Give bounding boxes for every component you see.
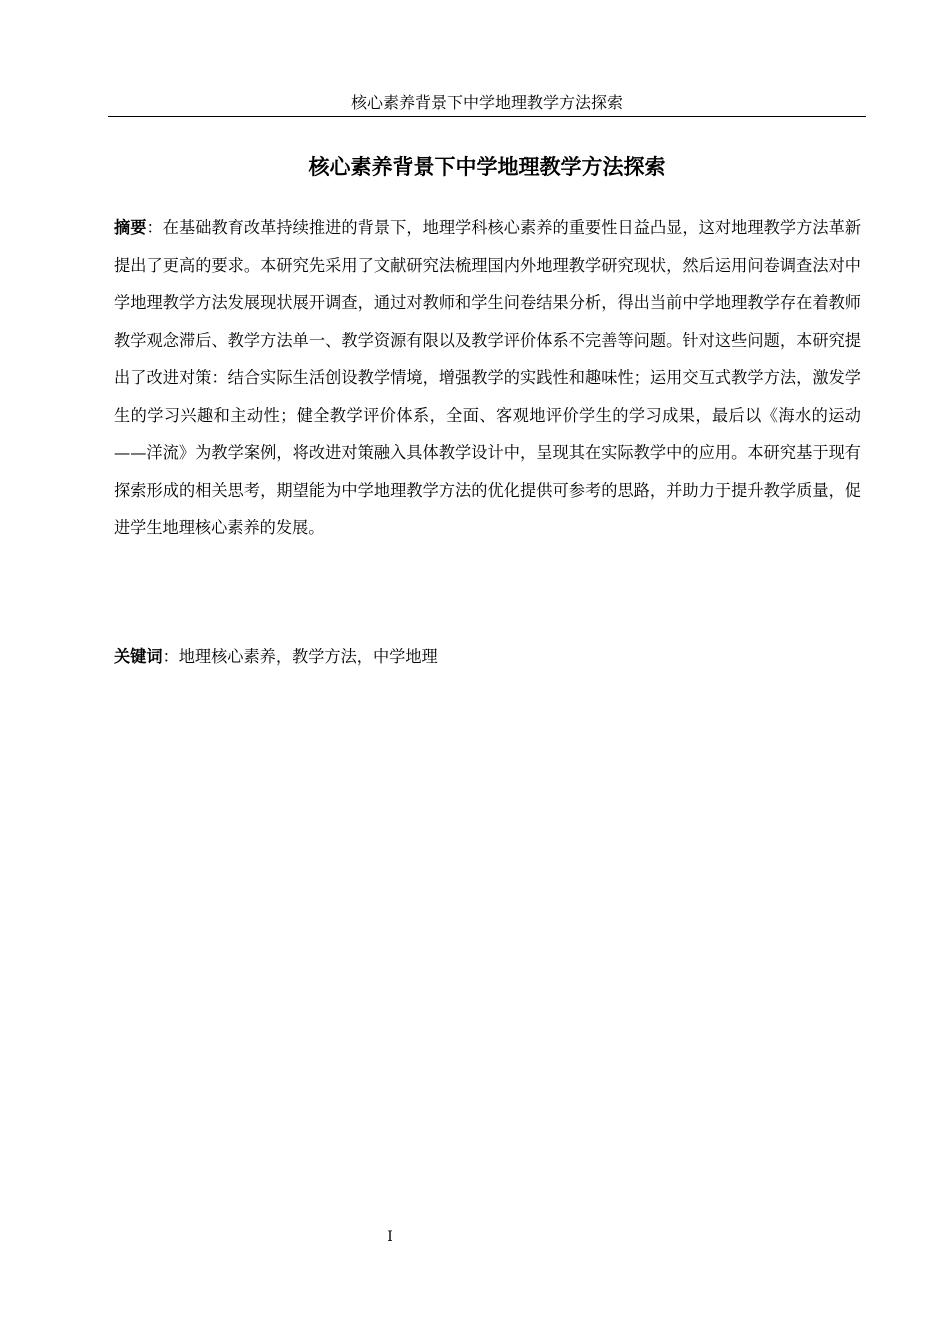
page-number: I xyxy=(387,1229,393,1245)
abstract-text: 在基础教育改革持续推进的背景下，地理学科核心素养的重要性日益凸显，这对地理教学方法革新提出了更高的要求。本研究先采用了文献研究法梳理国内外地理教学研究现状，然后运用问卷调查法对中学地理教学方法发展现状展开调查，通过对教师和学生问卷结果分析，得出当前中学地理教学存在着教师教学观念滞后、教学方法单一、教学资源有限以及教学评价体系不完善等问题。针对这些问题，本研究提出了改进对策：结合实际生活创设教学情境，增强教学的实践性和趣味性；运用交互式教学方法，激发学生的学习兴趣和主动性；健全教学评价体系，全面、客观地评价学生的学习成果，最后以《海水的运动——洋流》为教学案例，将改进对策融入具体教学设计中，呈现其在实际教学中的应用。本研究基于现有探索形成的相关思考，期望能为中学地理教学方法的优化提供可参考的思路，并助力于提升教学质量，促进学生地理核心素养的发展。 xyxy=(114,218,862,537)
abstract-label: 摘要 xyxy=(114,218,147,237)
running-header xyxy=(108,92,866,117)
keywords-label: 关键词 xyxy=(114,647,163,666)
keywords xyxy=(114,640,861,674)
keywords-separator: ： xyxy=(162,647,179,666)
keywords-text: 地理核心素养，教学方法，中学地理 xyxy=(178,647,438,666)
running-header-title: 核心素养背景下中学地理教学方法探索 xyxy=(350,93,623,112)
abstract-separator: ： xyxy=(146,218,163,237)
paper-title: 核心素养背景下中学地理教学方法探索 xyxy=(308,155,666,179)
abstract xyxy=(114,209,861,547)
